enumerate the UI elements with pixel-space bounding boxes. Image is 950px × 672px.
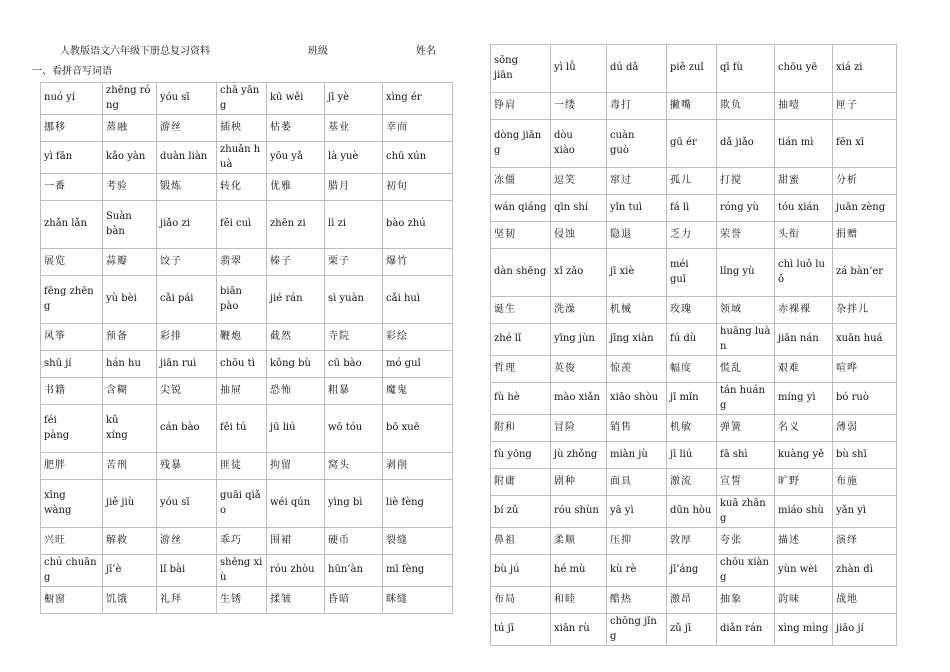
- left-hanzi-row: [41, 324, 453, 351]
- pinyin-cell: diǎn rán: [717, 614, 775, 646]
- left-hanzi-row: [41, 528, 453, 555]
- pinyin-cell: xìng ér: [383, 83, 453, 115]
- hanzi-cell: 打搅: [717, 168, 775, 195]
- pinyin-cell: zhuǎn huà: [217, 142, 267, 174]
- hanzi-cell: 截然: [267, 324, 325, 351]
- hanzi-cell: 柔顺: [551, 528, 607, 555]
- pinyin-cell: sōng jiān: [491, 45, 551, 93]
- pinyin-cell: duàn liàn: [157, 142, 217, 174]
- pinyin-cell: fù hè: [491, 383, 551, 415]
- pinyin-cell: jié rán: [267, 276, 325, 324]
- right-pinyin-row: [491, 383, 897, 415]
- hanzi-cell: 宣誓: [717, 469, 775, 496]
- hanzi-cell: 裂缝: [383, 528, 453, 555]
- hanzi-cell: 旷野: [775, 469, 833, 496]
- pinyin-cell: liè fèng: [383, 480, 453, 528]
- hanzi-cell: 敦厚: [667, 528, 717, 555]
- pinyin-cell: kǒng bù: [267, 351, 325, 378]
- pinyin-cell: chā yāng: [217, 83, 267, 115]
- pinyin-cell: fěi cuì: [217, 201, 267, 249]
- hanzi-cell: 韵味: [775, 587, 833, 614]
- left-pinyin-row: [41, 351, 453, 378]
- pinyin-cell: jī’áng: [667, 555, 717, 587]
- hanzi-cell: 孤儿: [667, 168, 717, 195]
- pinyin-cell: yǎn yì: [833, 496, 897, 528]
- hanzi-cell: 乖巧: [217, 528, 267, 555]
- hanzi-cell: 栗子: [325, 249, 383, 276]
- right-pinyin-row: [491, 442, 897, 469]
- pinyin-cell: zhàn dì: [833, 555, 897, 587]
- hanzi-cell: 薄弱: [833, 415, 897, 442]
- pinyin-cell: huāng luàn: [717, 324, 775, 356]
- hanzi-cell: 窜过: [607, 168, 667, 195]
- hanzi-cell: 附和: [491, 415, 551, 442]
- hanzi-cell: 书籍: [41, 378, 103, 405]
- left-pinyin-row: [41, 555, 453, 587]
- pinyin-cell: fā shì: [717, 442, 775, 469]
- hanzi-cell: 游丝: [157, 115, 217, 142]
- hanzi-cell: 苦刑: [103, 453, 157, 480]
- pinyin-cell: kù rè: [607, 555, 667, 587]
- hanzi-cell: 抽屉: [217, 378, 267, 405]
- pinyin-cell: yǐn tuì: [607, 195, 667, 222]
- left-pinyin-row: [41, 480, 453, 528]
- pinyin-cell: juān zèng: [833, 195, 897, 222]
- hanzi-cell: 附庸: [491, 469, 551, 496]
- document-title: 人教版语文六年级下册总复习资料: [60, 46, 210, 57]
- pinyin-cell: qī fù: [717, 45, 775, 93]
- right-pinyin-row: [491, 496, 897, 528]
- pinyin-cell: bù jú: [491, 555, 551, 587]
- pinyin-cell: zá bàn’er: [833, 249, 897, 297]
- pinyin-cell: dūn hòu: [667, 496, 717, 528]
- pinyin-cell: róng yù: [717, 195, 775, 222]
- section-heading: 一、看拼音写词语: [32, 66, 112, 77]
- pinyin-cell: cán bào: [157, 405, 217, 453]
- pinyin-cell: qīn shí: [551, 195, 607, 222]
- pinyin-cell: jù zhǒng: [551, 442, 607, 469]
- hanzi-cell: 剧种: [551, 469, 607, 496]
- pinyin-cell: miáo shù: [775, 496, 833, 528]
- pinyin-cell: róu zhòu: [267, 555, 325, 587]
- hanzi-cell: 面具: [607, 469, 667, 496]
- pinyin-cell: cū bào: [325, 351, 383, 378]
- hanzi-cell: 初旬: [383, 174, 453, 201]
- pinyin-cell: kuā zhāng: [717, 496, 775, 528]
- pinyin-cell: shū jí: [41, 351, 103, 378]
- pinyin-cell: dàn shēng: [491, 249, 551, 297]
- left-hanzi-row: [41, 115, 453, 142]
- hanzi-cell: 洗澡: [551, 297, 607, 324]
- hanzi-cell: 鼻祖: [491, 528, 551, 555]
- hanzi-cell: 考验: [103, 174, 157, 201]
- pinyin-cell: là yuè: [325, 142, 383, 174]
- left-pinyin-row: [41, 142, 453, 174]
- pinyin-cell: jī mǐn: [667, 383, 717, 415]
- left-hanzi-row: [41, 587, 453, 614]
- hanzi-cell: 转化: [217, 174, 267, 201]
- pinyin-cell: jiāo jí: [833, 614, 897, 646]
- hanzi-cell: 名义: [775, 415, 833, 442]
- hanzi-cell: 游丝: [157, 528, 217, 555]
- right-pinyin-row: [491, 555, 897, 587]
- hanzi-cell: 爆竹: [383, 249, 453, 276]
- hanzi-cell: 冒险: [551, 415, 607, 442]
- pinyin-cell: sì yuàn: [325, 276, 383, 324]
- pinyin-cell: kǔ xíng: [103, 405, 157, 453]
- pinyin-cell: bō xuē: [383, 405, 453, 453]
- hanzi-cell: 战地: [833, 587, 897, 614]
- hanzi-cell: 隐退: [607, 222, 667, 249]
- right-hanzi-row: [491, 222, 897, 249]
- hanzi-cell: 昏暗: [325, 587, 383, 614]
- hanzi-cell: 鞭炮: [217, 324, 267, 351]
- pinyin-cell: kǎo yàn: [103, 142, 157, 174]
- pinyin-cell: zǔ jī: [667, 614, 717, 646]
- right-hanzi-row: [491, 297, 897, 324]
- pinyin-cell: xìng mìng: [775, 614, 833, 646]
- pinyin-cell: fēng zhēng: [41, 276, 103, 324]
- pinyin-cell: jiǎo zi: [157, 201, 217, 249]
- hanzi-cell: 酷热: [607, 587, 667, 614]
- hanzi-cell: 寺院: [325, 324, 383, 351]
- hanzi-cell: 幸而: [383, 115, 453, 142]
- hanzi-cell: 铮肩: [491, 93, 551, 120]
- pinyin-cell: Suàn bàn: [103, 201, 157, 249]
- hanzi-cell: 翡翠: [217, 249, 267, 276]
- hanzi-cell: 锻炼: [157, 174, 217, 201]
- hanzi-cell: 围裙: [267, 528, 325, 555]
- pinyin-cell: dòu xiào: [551, 120, 607, 168]
- pinyin-cell: fù yōng: [491, 442, 551, 469]
- hanzi-cell: 挪移: [41, 115, 103, 142]
- pinyin-cell: jīng xiàn: [607, 324, 667, 356]
- right-pinyin-row: [491, 324, 897, 356]
- hanzi-cell: 演绎: [833, 528, 897, 555]
- hanzi-cell: 惊羡: [607, 356, 667, 383]
- hanzi-cell: 布局: [491, 587, 551, 614]
- hanzi-cell: 彩绘: [383, 324, 453, 351]
- pinyin-cell: fēn xī: [833, 120, 897, 168]
- hanzi-cell: 英俊: [551, 356, 607, 383]
- hanzi-cell: 侵蚀: [551, 222, 607, 249]
- pinyin-cell: hūn’àn: [325, 555, 383, 587]
- right-hanzi-row: [491, 469, 897, 496]
- pinyin-cell: chú chuāng: [41, 555, 103, 587]
- hanzi-cell: 逗笑: [551, 168, 607, 195]
- pinyin-cell: gū ér: [667, 120, 717, 168]
- hanzi-cell: 眯缝: [383, 587, 453, 614]
- pinyin-cell: xǐ zǎo: [551, 249, 607, 297]
- hanzi-cell: 魔鬼: [383, 378, 453, 405]
- pinyin-cell: lì zi: [325, 201, 383, 249]
- hanzi-cell: 兴旺: [41, 528, 103, 555]
- hanzi-cell: 诞生: [491, 297, 551, 324]
- pinyin-cell: xiāo shòu: [607, 383, 667, 415]
- left-hanzi-row: [41, 174, 453, 201]
- pinyin-cell: yóu sī: [157, 83, 217, 115]
- pinyin-cell: biān pào: [217, 276, 267, 324]
- hanzi-cell: 拘留: [267, 453, 325, 480]
- pinyin-cell: wō tóu: [325, 405, 383, 453]
- pinyin-cell: jiān nán: [775, 324, 833, 356]
- hanzi-cell: 饺子: [157, 249, 217, 276]
- hanzi-cell: 欺负: [717, 93, 775, 120]
- hanzi-cell: 礼拜: [157, 587, 217, 614]
- pinyin-cell: tóu xián: [775, 195, 833, 222]
- hanzi-cell: 展览: [41, 249, 103, 276]
- pinyin-cell: fá lì: [667, 195, 717, 222]
- hanzi-cell: 剥削: [383, 453, 453, 480]
- pinyin-cell: yì lǚ: [551, 45, 607, 93]
- left-pinyin-row: [41, 276, 453, 324]
- hanzi-cell: 机敏: [667, 415, 717, 442]
- pinyin-cell: chōu xiàng: [717, 555, 775, 587]
- hanzi-cell: 风筝: [41, 324, 103, 351]
- pinyin-cell: yùn wèi: [775, 555, 833, 587]
- pinyin-cell: jī yè: [325, 83, 383, 115]
- hanzi-cell: 哲理: [491, 356, 551, 383]
- pinyin-cell: xiān rù: [551, 614, 607, 646]
- hanzi-cell: 基业: [325, 115, 383, 142]
- pinyin-cell: cǎi huì: [383, 276, 453, 324]
- pinyin-cell: cuàn guò: [607, 120, 667, 168]
- left-hanzi-row: [41, 453, 453, 480]
- pinyin-cell: jī xiè: [607, 249, 667, 297]
- pinyin-cell: róu shùn: [551, 496, 607, 528]
- hanzi-cell: 撇嘴: [667, 93, 717, 120]
- right-hanzi-row: [491, 356, 897, 383]
- pinyin-cell: yìng bì: [325, 480, 383, 528]
- pinyin-cell: mào xiǎn: [551, 383, 607, 415]
- hanzi-cell: 一番: [41, 174, 103, 201]
- hanzi-cell: 毒打: [607, 93, 667, 120]
- right-pinyin-row: [491, 120, 897, 168]
- pinyin-cell: chì luǒ luǒ: [775, 249, 833, 297]
- hanzi-cell: 优雅: [267, 174, 325, 201]
- hanzi-cell: 和睦: [551, 587, 607, 614]
- pinyin-cell: yù bèi: [103, 276, 157, 324]
- pinyin-cell: xiá zi: [833, 45, 897, 93]
- pinyin-cell: jiān ruì: [157, 351, 217, 378]
- hanzi-cell: 插秧: [217, 115, 267, 142]
- hanzi-cell: 冻僵: [491, 168, 551, 195]
- hanzi-cell: 销售: [607, 415, 667, 442]
- hanzi-cell: 抽象: [717, 587, 775, 614]
- hanzi-cell: 生锈: [217, 587, 267, 614]
- hanzi-cell: 残暴: [157, 453, 217, 480]
- hanzi-cell: 蒜瓣: [103, 249, 157, 276]
- hanzi-cell: 夸张: [717, 528, 775, 555]
- hanzi-cell: 幅度: [667, 356, 717, 383]
- hanzi-cell: 弹簧: [717, 415, 775, 442]
- hanzi-cell: 头衔: [775, 222, 833, 249]
- hanzi-cell: 激昂: [667, 587, 717, 614]
- hanzi-cell: 杂拌儿: [833, 297, 897, 324]
- hanzi-cell: 枯萎: [267, 115, 325, 142]
- pinyin-cell: zhǎn lǎn: [41, 201, 103, 249]
- hanzi-cell: 描述: [775, 528, 833, 555]
- pinyin-cell: tán huáng: [717, 383, 775, 415]
- pinyin-cell: wán qiáng: [491, 195, 551, 222]
- hanzi-cell: 腊月: [325, 174, 383, 201]
- right-hanzi-row: [491, 587, 897, 614]
- class-label: 班级: [308, 46, 328, 57]
- hanzi-cell: 抽噎: [775, 93, 833, 120]
- right-pinyin-row: [491, 614, 897, 646]
- hanzi-cell: 恐怖: [267, 378, 325, 405]
- hanzi-cell: 赤裸裸: [775, 297, 833, 324]
- right-pinyin-row: [491, 249, 897, 297]
- pinyin-cell: jū liú: [267, 405, 325, 453]
- pinyin-cell: tián mì: [775, 120, 833, 168]
- hanzi-cell: 蒸融: [103, 115, 157, 142]
- left-hanzi-row: [41, 378, 453, 405]
- pinyin-cell: xuān huá: [833, 324, 897, 356]
- pinyin-cell: zhēng róng: [103, 83, 157, 115]
- pinyin-cell: nuó yí: [41, 83, 103, 115]
- hanzi-cell: 预备: [103, 324, 157, 351]
- hanzi-cell: 分析: [833, 168, 897, 195]
- hanzi-cell: 窝头: [325, 453, 383, 480]
- pinyin-cell: piě zuǐ: [667, 45, 717, 93]
- pinyin-cell: hé mù: [551, 555, 607, 587]
- right-hanzi-row: [491, 528, 897, 555]
- pinyin-cell: shēng xiù: [217, 555, 267, 587]
- right-vocabulary-table: [490, 44, 897, 646]
- pinyin-cell: féi pàng: [41, 405, 103, 453]
- right-hanzi-row: [491, 168, 897, 195]
- pinyin-cell: fěi tú: [217, 405, 267, 453]
- hanzi-cell: 揉皱: [267, 587, 325, 614]
- pinyin-cell: mī fèng: [383, 555, 453, 587]
- pinyin-cell: dǎ jiǎo: [717, 120, 775, 168]
- pinyin-cell: yīng jùn: [551, 324, 607, 356]
- pinyin-cell: chōu tì: [217, 351, 267, 378]
- hanzi-cell: 榛子: [267, 249, 325, 276]
- right-hanzi-row: [491, 93, 897, 120]
- pinyin-cell: zhēn zi: [267, 201, 325, 249]
- left-pinyin-row: [41, 83, 453, 115]
- pinyin-cell: cǎi pái: [157, 276, 217, 324]
- hanzi-cell: 慌乱: [717, 356, 775, 383]
- pinyin-cell: hán hu: [103, 351, 157, 378]
- pinyin-cell: chū xún: [383, 142, 453, 174]
- hanzi-cell: 激流: [667, 469, 717, 496]
- pinyin-cell: dòng jiāng: [491, 120, 551, 168]
- hanzi-cell: 荣誉: [717, 222, 775, 249]
- pinyin-cell: yōu yǎ: [267, 142, 325, 174]
- hanzi-cell: 解救: [103, 528, 157, 555]
- pinyin-cell: mó guǐ: [383, 351, 453, 378]
- hanzi-cell: 粗暴: [325, 378, 383, 405]
- pinyin-cell: yì fān: [41, 142, 103, 174]
- hanzi-cell: 领域: [717, 297, 775, 324]
- left-hanzi-row: [41, 249, 453, 276]
- hanzi-cell: 一缕: [551, 93, 607, 120]
- hanzi-cell: 布施: [833, 469, 897, 496]
- hanzi-cell: 艰难: [775, 356, 833, 383]
- hanzi-cell: 玫瑰: [667, 297, 717, 324]
- pinyin-cell: xīng wàng: [41, 480, 103, 528]
- pinyin-cell: wéi qún: [267, 480, 325, 528]
- left-vocabulary-table: [40, 82, 453, 614]
- pinyin-cell: bó ruò: [833, 383, 897, 415]
- hanzi-cell: 彩排: [157, 324, 217, 351]
- hanzi-cell: 硬币: [325, 528, 383, 555]
- pinyin-cell: jiě jiù: [103, 480, 157, 528]
- pinyin-cell: jī’è: [103, 555, 157, 587]
- left-pinyin-row: [41, 405, 453, 453]
- pinyin-cell: bào zhú: [383, 201, 453, 249]
- right-pinyin-row: [491, 45, 897, 93]
- hanzi-cell: 坚韧: [491, 222, 551, 249]
- hanzi-cell: 尖锐: [157, 378, 217, 405]
- right-hanzi-row: [491, 415, 897, 442]
- pinyin-cell: kuàng yě: [775, 442, 833, 469]
- hanzi-cell: 压抑: [607, 528, 667, 555]
- hanzi-cell: 匣子: [833, 93, 897, 120]
- pinyin-cell: zhé lǐ: [491, 324, 551, 356]
- pinyin-cell: yóu sī: [157, 480, 217, 528]
- pinyin-cell: bù shī: [833, 442, 897, 469]
- pinyin-cell: chōu yē: [775, 45, 833, 93]
- pinyin-cell: kū wěi: [267, 83, 325, 115]
- pinyin-cell: miàn jù: [607, 442, 667, 469]
- pinyin-cell: chōng jǐng: [607, 614, 667, 646]
- hanzi-cell: 捐赠: [833, 222, 897, 249]
- pinyin-cell: guāi qiǎo: [217, 480, 267, 528]
- hanzi-cell: 饥饿: [103, 587, 157, 614]
- pinyin-cell: bí zǔ: [491, 496, 551, 528]
- hanzi-cell: 乏力: [667, 222, 717, 249]
- pinyin-cell: lǐ bài: [157, 555, 217, 587]
- pinyin-cell: fú dù: [667, 324, 717, 356]
- pinyin-cell: yā yì: [607, 496, 667, 528]
- left-pinyin-row: [41, 201, 453, 249]
- hanzi-cell: 机械: [607, 297, 667, 324]
- pinyin-cell: tú jī: [491, 614, 551, 646]
- hanzi-cell: 橱窗: [41, 587, 103, 614]
- hanzi-cell: 肥胖: [41, 453, 103, 480]
- pinyin-cell: méi guī: [667, 249, 717, 297]
- hanzi-cell: 喧哗: [833, 356, 897, 383]
- right-pinyin-row: [491, 195, 897, 222]
- pinyin-cell: lǐng yù: [717, 249, 775, 297]
- pinyin-cell: míng yì: [775, 383, 833, 415]
- pinyin-cell: dú dǎ: [607, 45, 667, 93]
- hanzi-cell: 甜蜜: [775, 168, 833, 195]
- name-label: 姓名: [416, 46, 436, 57]
- hanzi-cell: 含糊: [103, 378, 157, 405]
- pinyin-cell: jī liú: [667, 442, 717, 469]
- hanzi-cell: 匪徒: [217, 453, 267, 480]
